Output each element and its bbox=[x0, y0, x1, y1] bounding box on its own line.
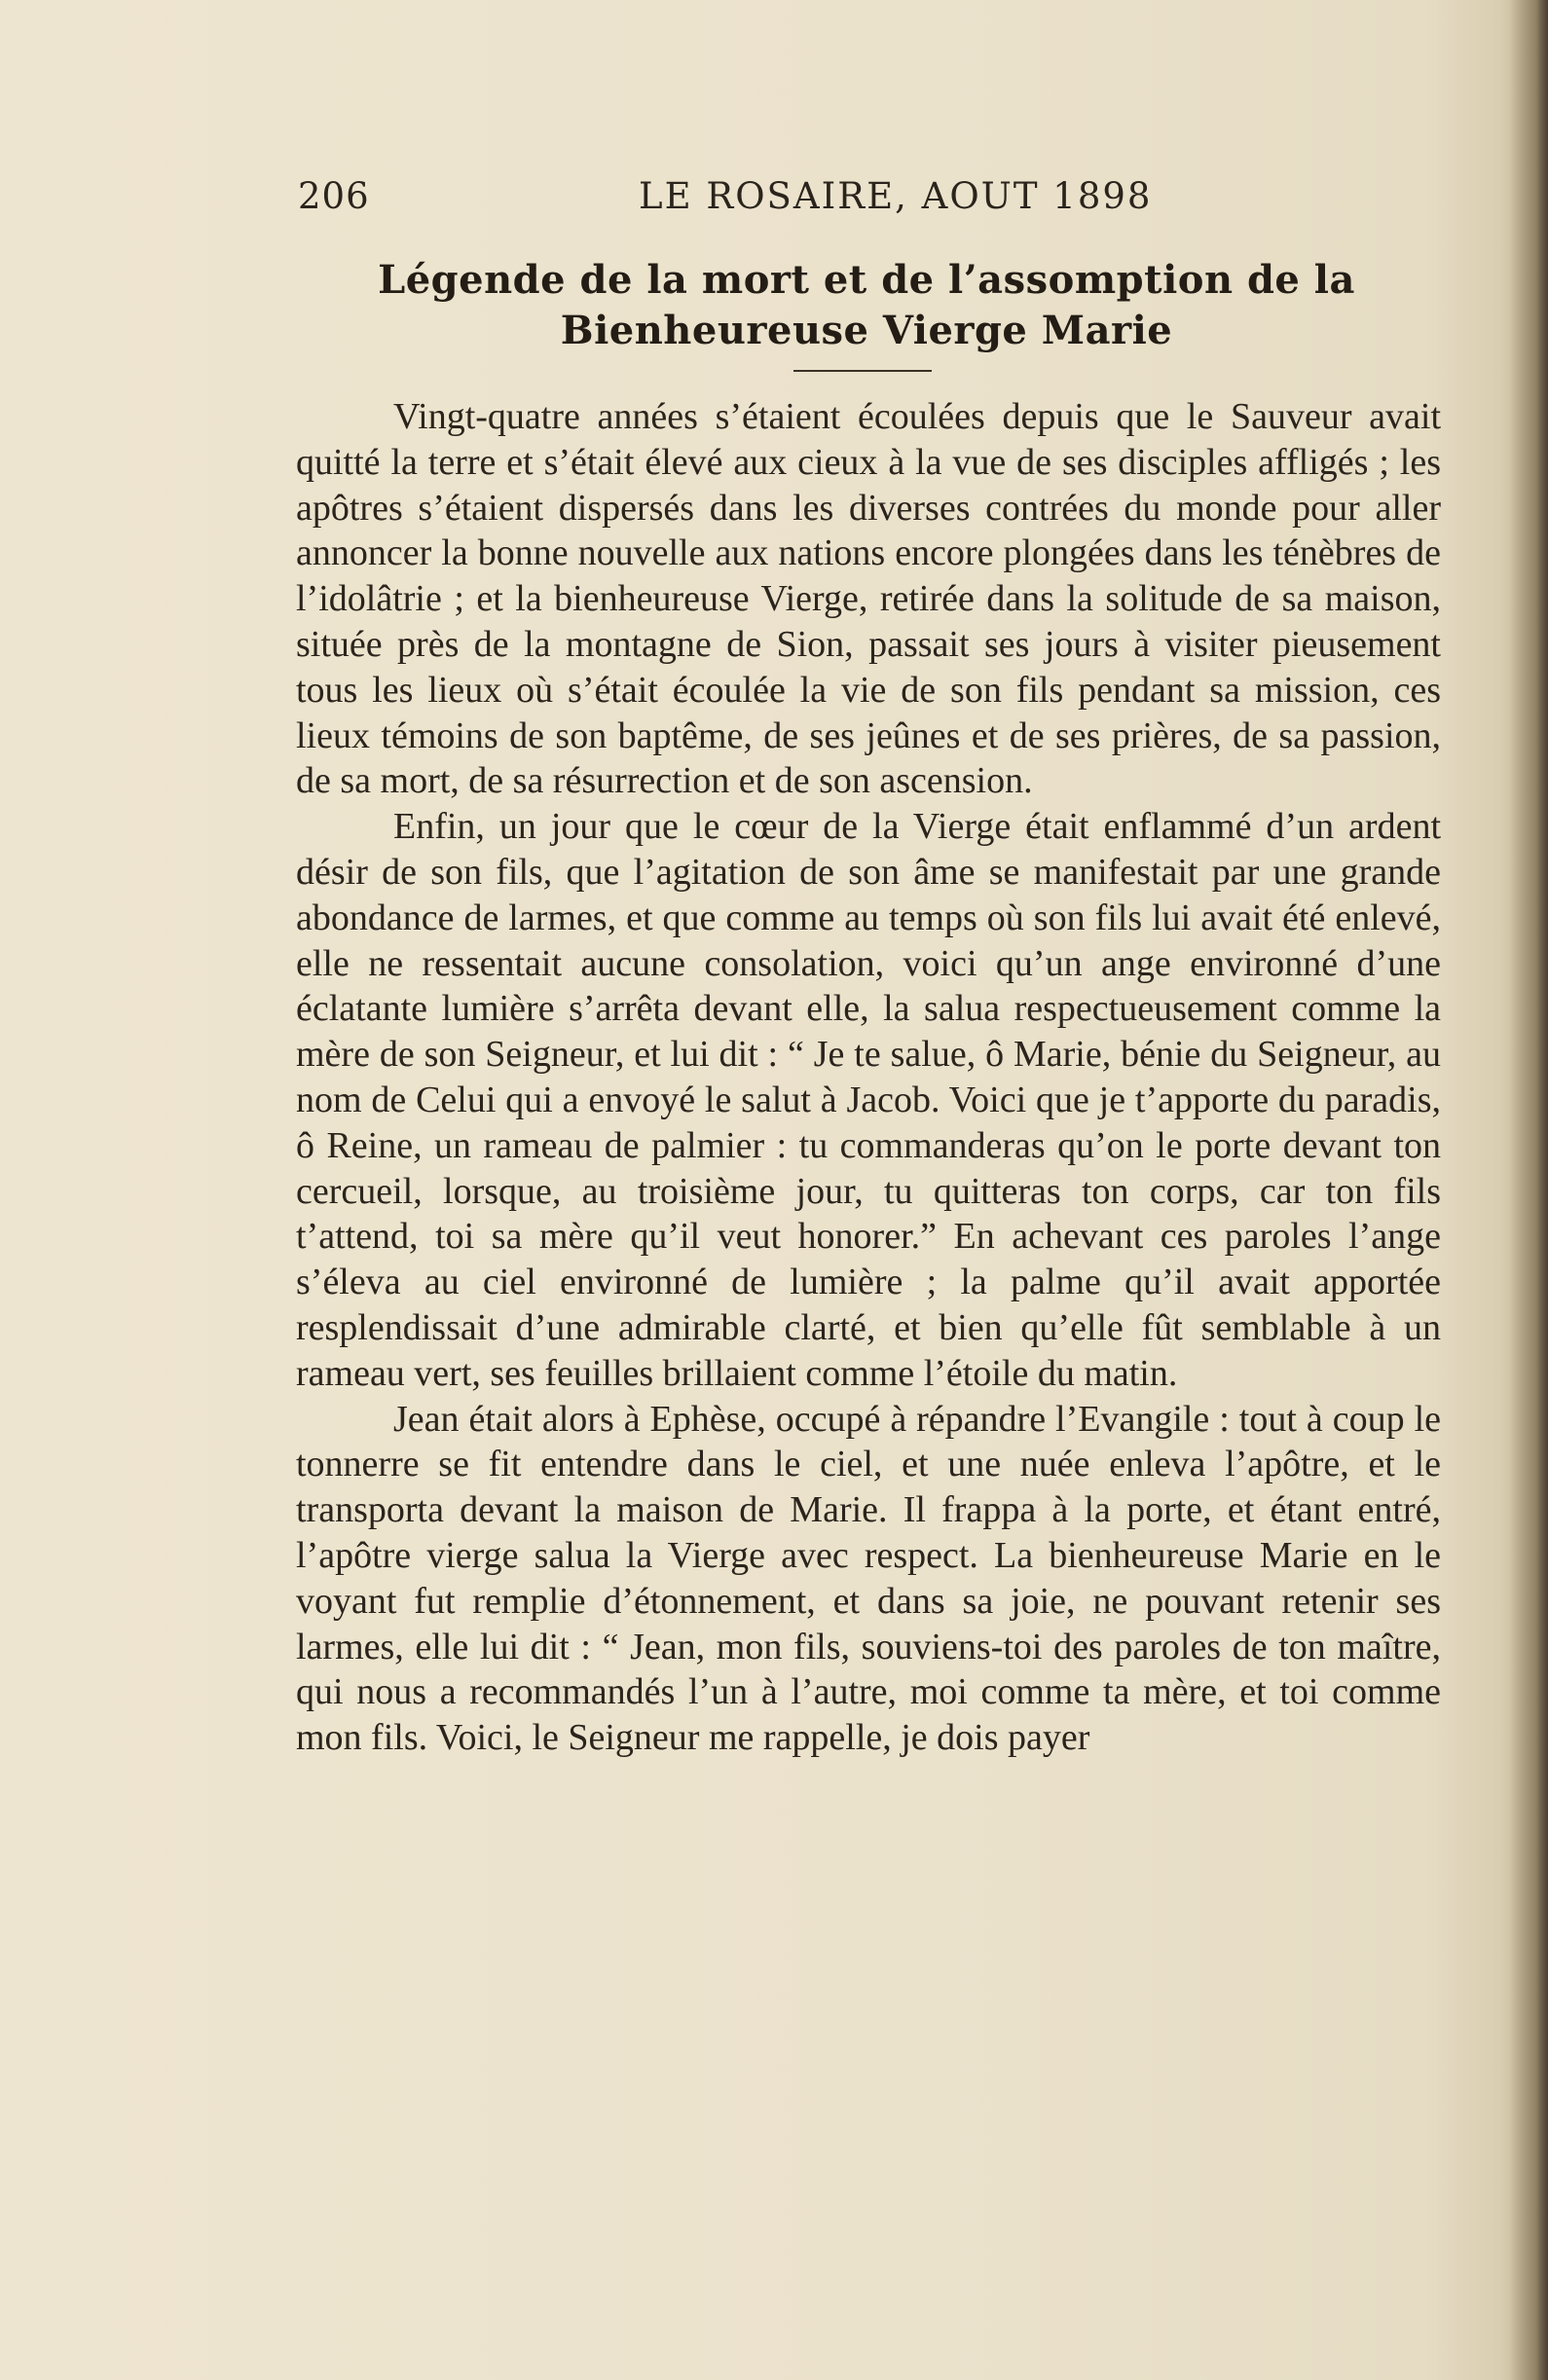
article-body bbox=[296, 394, 1441, 1761]
article-title bbox=[292, 255, 1441, 356]
running-head: LE ROSAIRE, AOUT 1898 bbox=[639, 175, 1153, 217]
paragraph: Enfin, un jour que le cœur de la Vierge était enflammé d’un ardent désir de son fils, que l’agitation de son âme se manifestait par une grande abondance de larmes, et que comme au temps où son fils lui avait été enlevé, elle ne ressentait aucune consolation, voici qu’un ange environné d’une éclatante lumière s’arrêta devant elle, la salua respectueusement comme la mère de son Seigneur, et lui dit : “ Je te salue, ô Marie, bénie du Seigneur, au nom de Celui qui a envoyé le salut à Jacob. Voici que je t’apporte du paradis, ô Reine, un rameau de palmier : tu commanderas qu’on le porte devant ton cercueil, lorsque, au troisième jour, tu quitteras ton corps, car ton fils t’attend, toi sa mère qu’il veut honorer.” En achevant ces paroles l’ange s’éleva au ciel environné de lumière ; la palme qu’il avait apportée resplendissait d’une admirable clarté, et bien qu’elle fût semblable à un rameau vert, ses feuilles brillaient comme l’étoile du matin. bbox=[296, 806, 1441, 1394]
page-number: 206 bbox=[298, 175, 370, 217]
page-spine-shadow bbox=[1509, 0, 1548, 2380]
paragraph: Vingt-quatre années s’étaient écoulées depuis que le Sauveur avait quitté la terre et s’était élevé aux cieux à la vue de ses disciples affligés ; les apôtres s’étaient dispersés dans les diverses contrées du monde pour aller annoncer la bonne nouvelle aux nations encore plongées dans les ténèbres de l’idolâtrie ; et la bienheureuse Vierge, retirée dans la solitude de sa maison, située près de la montagne de Sion, passait ses jours à visiter pieusement tous les lieux où s’était écoulée la vie de son fils pendant sa mission, ces lieux témoins de son baptême, de ses jeûnes et de ses prières, de sa passion, de sa mort, de sa résurrection et de son ascension. bbox=[296, 396, 1441, 802]
title-divider bbox=[793, 370, 932, 372]
page-header bbox=[298, 175, 1447, 234]
article-title-line-1: Légende de la mort et de l’assomption de la bbox=[378, 257, 1355, 303]
paragraph: Jean était alors à Ephèse, occupé à répandre l’Evangile : tout à coup le tonnerre se fit entendre dans le ciel, et une nuée enleva l’apôtre, et le transporta devant la maison de Marie. Il frappa à la porte, et étant entré, l’apôtre vierge salua la Vierge avec respect. La bienheureuse Marie en le voyant fut remplie d’étonnement, et dans sa joie, ne pouvant retenir ses larmes, elle lui dit : “ Jean, mon fils, souviens-toi des paroles de ton maître, qui nous a recommandés l’un à l’autre, moi comme ta mère, et toi comme mon fils. Voici, le Seigneur me rappelle, je dois payer bbox=[296, 1398, 1441, 1759]
article-title-line-2: Bienheureuse Vierge Marie bbox=[560, 308, 1173, 353]
